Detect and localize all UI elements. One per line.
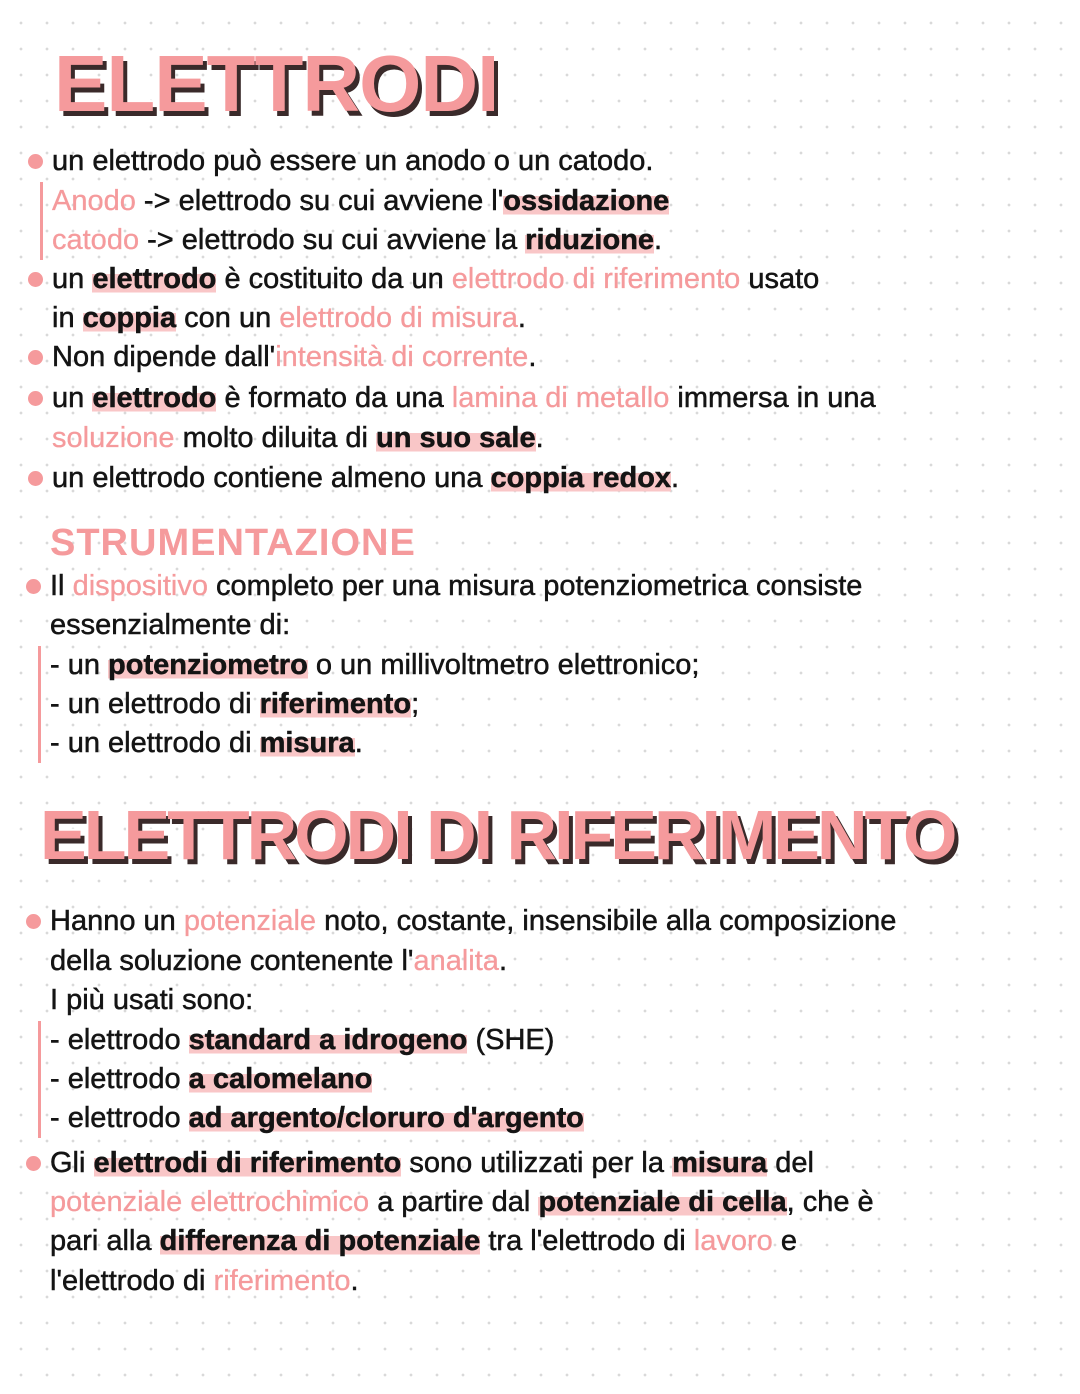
note-text: . [671, 462, 680, 494]
highlighted-term: coppia [82, 302, 177, 334]
note-text: - elettrodo [50, 1063, 189, 1095]
note-line [50, 1222, 797, 1261]
note-text: essenzialmente di: [50, 609, 291, 641]
note-text: un [52, 263, 93, 295]
pink-term: potenziale elettrochimico [50, 1186, 370, 1218]
highlighted-term: misura [672, 1147, 768, 1179]
note-text: immersa in una [669, 382, 876, 414]
pink-term: riferimento [213, 1265, 351, 1297]
note-line [52, 379, 876, 418]
bullet-dot-icon [26, 579, 41, 594]
pink-term: intensità di corrente [275, 341, 529, 373]
note-text: ; [411, 688, 420, 720]
note-text: in [52, 302, 83, 334]
note-text: (SHE) [467, 1024, 555, 1056]
highlighted-term: potenziale di cella [538, 1186, 787, 1218]
note-text: pari alla [50, 1225, 160, 1257]
note-text: . [498, 945, 507, 977]
highlighted-term: differenza di potenziale [159, 1225, 481, 1257]
note-line [50, 1144, 814, 1183]
bullet-dot-icon [26, 1156, 41, 1171]
bullet-dot-icon [28, 272, 43, 287]
note-text: - elettrodo [50, 1024, 189, 1056]
title-elettrodi: ELETTRODI [54, 39, 499, 128]
note-text: . [354, 727, 363, 759]
note-text: della soluzione contenente l' [50, 945, 414, 977]
note-text: , che è [786, 1186, 874, 1218]
note-line [52, 459, 679, 498]
pink-term: lavoro [693, 1225, 773, 1257]
note-text: tra l'elettrodo di [480, 1225, 694, 1257]
note-line [50, 942, 507, 981]
note-text: sono utilizzati per la [401, 1147, 673, 1179]
pink-term: catodo [52, 224, 140, 256]
heading-strumentazione: STRUMENTAZIONE [50, 522, 416, 564]
pink-term: Anodo [52, 185, 136, 217]
note-line [52, 338, 536, 377]
note-line [50, 1099, 584, 1138]
pink-term: potenziale [183, 905, 317, 937]
pink-term: analita [413, 945, 499, 977]
highlighted-term: elettrodo [92, 263, 217, 295]
highlighted-term: un suo sale [376, 422, 536, 454]
note-line [50, 724, 363, 763]
note-text: . [654, 224, 663, 256]
note-line [50, 1183, 874, 1222]
note-line [50, 902, 896, 941]
note-line [50, 1060, 372, 1099]
note-text: -> elettrodo su cui avviene l' [135, 185, 504, 217]
note-text: Hanno un [50, 905, 184, 937]
note-text: completo per una misura potenziometrica consiste [207, 570, 863, 602]
note-text: è formato da una [216, 382, 452, 414]
bullet-dot-icon [28, 391, 43, 406]
highlighted-term: potenziometro [108, 649, 308, 681]
note-text: usato [740, 263, 820, 295]
title-elettrodi-di-riferimento: ELETTRODI DI RIFERIMENTO [40, 796, 955, 874]
note-text: . [350, 1265, 359, 1297]
note-text: con un [176, 302, 280, 334]
note-line [52, 299, 526, 338]
note-text: un elettrodo può essere un anodo o un catodo. [52, 145, 654, 177]
bullet-dot-icon [26, 914, 41, 929]
note-line [52, 419, 544, 458]
note-line [50, 1262, 359, 1301]
note-text: I più usati sono: [50, 984, 254, 1016]
note-text: . [528, 341, 537, 373]
note-line [52, 142, 653, 181]
note-text: - elettrodo [50, 1102, 189, 1134]
bullet-dot-icon [28, 154, 43, 169]
note-text: un elettrodo contiene almeno una [52, 462, 491, 494]
pink-term: elettrodo di riferimento [451, 263, 741, 295]
note-text: l'elettrodo di [50, 1265, 214, 1297]
note-text: Il [50, 570, 73, 602]
note-text: molto diluita di [174, 422, 377, 454]
highlighted-term: elettrodo [92, 382, 217, 414]
note-line [50, 981, 253, 1020]
highlighted-term: coppia redox [490, 462, 672, 494]
pink-term: soluzione [52, 422, 175, 454]
highlighted-term: misura [259, 727, 355, 759]
note-line [50, 646, 699, 685]
note-text: o un millivoltmetro elettronico; [307, 649, 700, 681]
note-text: e [772, 1225, 797, 1257]
highlighted-term: ossidazione [503, 185, 670, 217]
note-text: un [52, 382, 93, 414]
note-text: Gli [50, 1147, 94, 1179]
note-line [52, 221, 662, 260]
note-line [50, 606, 290, 645]
note-text: - un [50, 649, 109, 681]
highlighted-term: standard a idrogeno [188, 1024, 468, 1056]
note-text: noto, costante, insensibile alla composizione [316, 905, 897, 937]
bullet-dot-icon [28, 471, 43, 486]
highlighted-term: riduzione [525, 224, 655, 256]
highlighted-term: a calomelano [188, 1063, 373, 1095]
note-text: - un elettrodo di [50, 688, 260, 720]
note-text: - un elettrodo di [50, 727, 260, 759]
note-text: del [767, 1147, 814, 1179]
note-text: a partire dal [369, 1186, 539, 1218]
highlighted-term: elettrodi di riferimento [93, 1147, 402, 1179]
note-line [50, 567, 862, 606]
note-line [52, 182, 669, 221]
note-line [50, 1021, 554, 1060]
bullet-dot-icon [28, 350, 43, 365]
highlighted-term: riferimento [259, 688, 412, 720]
note-text: . [517, 302, 526, 334]
note-text: è costituito da un [216, 263, 452, 295]
highlighted-term: ad argento/cloruro d'argento [188, 1102, 584, 1134]
pink-term: lamina di metallo [451, 382, 670, 414]
note-text: Non dipende dall' [52, 341, 276, 373]
note-line [52, 260, 819, 299]
pink-term: dispositivo [72, 570, 208, 602]
note-line [50, 685, 419, 724]
note-text: . [535, 422, 544, 454]
note-text: -> elettrodo su cui avviene la [139, 224, 526, 256]
pink-term: elettrodo di misura [279, 302, 518, 334]
